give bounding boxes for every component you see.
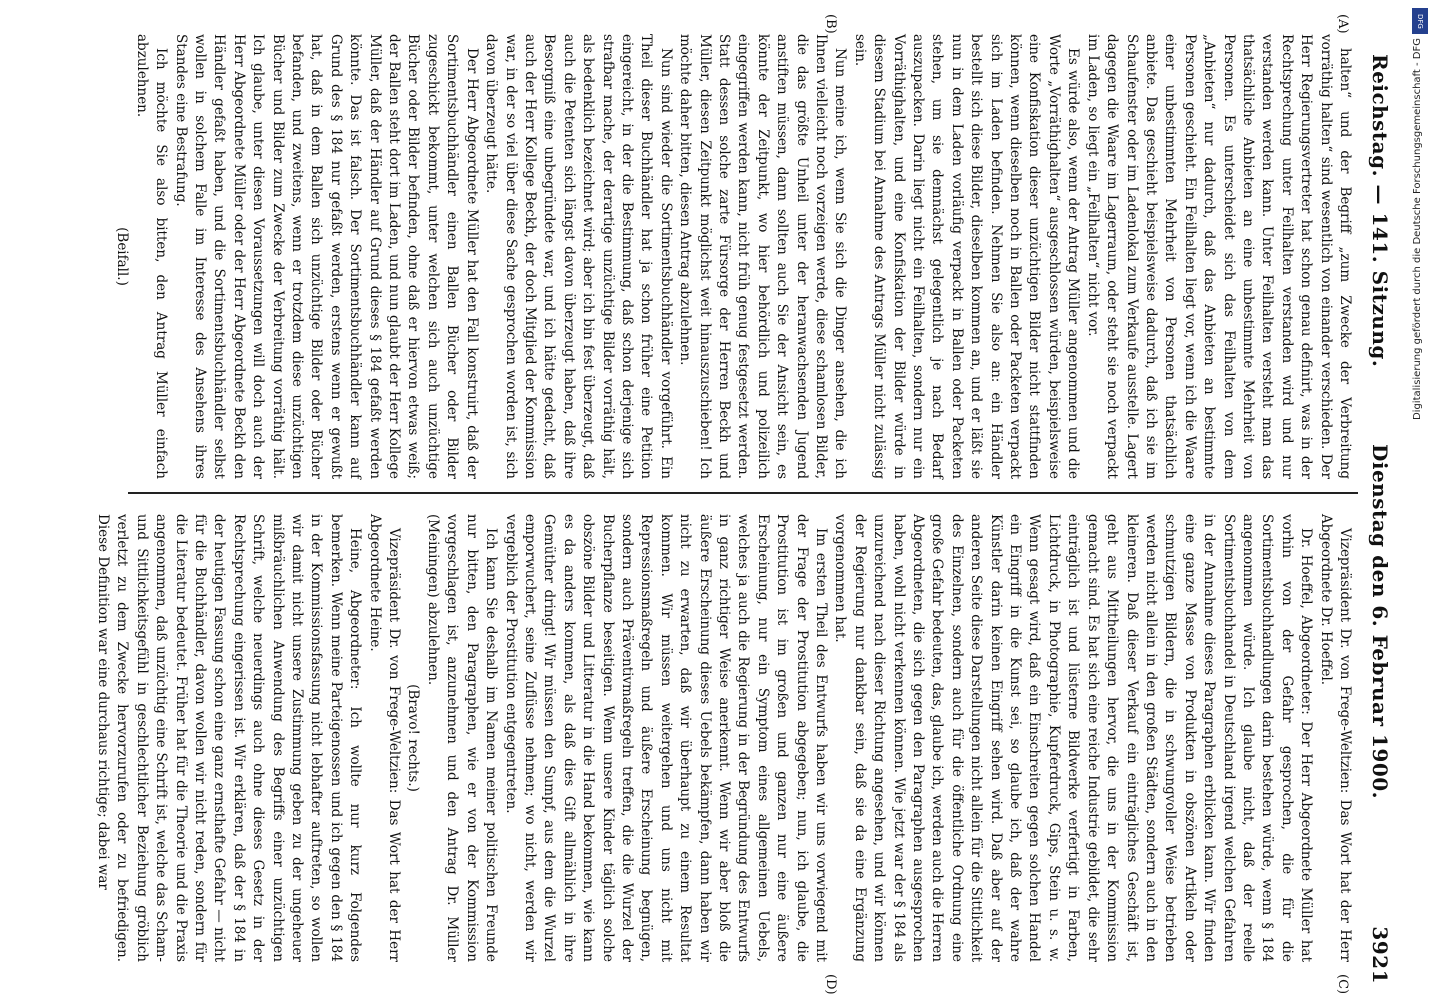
margin-marker-d: (D) <box>823 974 838 995</box>
margin-marker-a: (A) <box>1335 14 1350 34</box>
paragraph: Heine, Abgeordneter: Ich wollte nur kurz Folgendes bemerken. Wenn meine Parteigenossen und ich gegen den § 184 in der Kommissionsfassung nicht lebhafter auftreten, so wollen wir damit nicht unsere Zustimmung geben zu der ungeheuer mißbräuchlichen Anwendung des Begriffs einer unzüchtigen Schrift, welche neuerdings auch ohne dieses Gesetz in der Rechtsprechung eingerissen ist. Wir erklären, daß der § 184 in der heutigen Fassung schon eine ganz ernsthafte Gefahr — nicht für die Buchhändler, davon wollen wir nicht reden, sondern für die Literatur bedeutet. Früher hat für die Theorie und die Praxis angenommen, daß unzüchtig eine Schrift ist, welche das Scham- und Sittlichkeitsgefühl in geschlechtlicher Beziehung gröblich verletzt zu dem Zwecke hervorzurufen oder zu befriedigen. Diese Definition war eine durchaus richtige; dabei war <box>95 514 364 962</box>
applause-note: (Bravo! rechts.) <box>405 684 422 792</box>
digitization-sidebar <box>1412 8 1428 708</box>
page <box>95 14 1398 995</box>
paragraph: Vizepräsident Dr. von Frege-Weltzien: Das Wort hat der Herr Abgeordnete Dr. Hoeffel. <box>1317 514 1353 962</box>
dfg-logo: DFG <box>1412 8 1428 34</box>
date-running-head: Dienstag den 6. Februar 1900. <box>1368 444 1392 800</box>
applause-note: (Beifall.) <box>114 227 131 286</box>
paragraph: Es würde also, wenn der Antrag Müller angenommen und die Worte „Vorräthighalten“ ausgeschlossen würden, beispielsweise eine Konfiskation dieser unzüchtigen Bilder nicht stattfinden können, wenn dieselben noch in Ballen oder Packeten verpackt sich im Laden befinden. Nehmen Sie also an: ein Händler bestellt sich diese Bilder, dieselben kommen an, und er läßt sie nun in dem Laden vorläufig verpackt in Ballen oder Packeten stehen, um sie demnächst gelegentlich je nach Bedarf auszupacken. Darin liegt nicht ein Feilhalten, sondern nur ein Vorräthighalten, und eine Konfiskation der Bilder würde in diesem Stadium bei Annahme des Antrags Müller nicht zulässig sein. <box>851 34 1082 479</box>
paragraph: Dr. Hoeffel, Abgeordneter: Der Herr Abgeordnete Müller hat vorhin von der Gefahr gesprochen, die für die Sortimentsbuchhandlungen darin bestehen würde, wenn § 184 angenommen würde. Ich glaube nicht, daß der reelle Sortimentsbuchhandel in Deutschland irgend welchen Gefahren in der Annahme dieses Paragraphen erblicken kann. Wir finden eine ganze Masse von Produkten in obszönen Artikeln oder schmutzigen Bildern, die in schwungvoller Weise betrieben werden nicht allein in den großen Städten, sondern auch in den kleineren. Daß dieser Verkauf ein einträgliches Geschäft ist, geht aus Mittheilungen hervor, die uns in der Kommission gemacht sind. Es hat sich eine reiche Industrie gebildet, die sehr einträglich ist und lüsterne Bildwerke verfertigt in Farben, Lichtdruck, in Photographie, Kupferdruck, Gips, Stein u. s. w. Wenn gesagt wird, daß ein Einschreiten gegen solchen Handel ein Eingriff in die Kunst sei, so glaube ich, daß der wahre Künstler darin keinen Eingriff sehen wird. Daß aber auf der anderen Seite diese Darstellungen nicht allein für die Sittlichkeit des Einzelnen, sondern auch für die öffentliche Ordnung eine große Gefahr bedeuten, das, glaube ich, werden auch die Herren Abgeordneten, die sich gegen den Paragraphen ausgesprochen haben, wohl nicht verkennen können. Wie jetzt war der § 184 als unzureichend nach dieser Richtung angesehen, und wir können der Regierung nur dankbar sein, daß sie da eine Ergänzung vorgenommen hat. <box>832 514 1315 962</box>
paragraph: Der Herr Abgeordnete Müller hat den Fall konstruirt, daß der Sortimentsbuchhändler einen Ballen Bücher oder Bilder zugeschickt bekommt, unter welchen sich auch unzüchtige Bücher oder Bilder befinden, ohne daß er hiervon etwas weiß; der Ballen steht dort im Laden, und nun glaubt der Herr Kollege Müller, daß der Händler auf Grund dieses § 184 gefaßt werden könnte. Das ist falsch. Der Sortimentsbuchhändler kann auf Grund des § 184 nur gefaßt werden, erstens wenn er gewußt hat, daß in dem Ballen sich unzüchtige Bilder oder Bücher befanden, und zweitens, wenn er trotzdem diese unzüchtigen Bücher und Bilder zum Zwecke der Verbreitung vorräthig hält. Ich glaube, unter diesen Voraussetzungen will doch auch der Herr Abgeordnete Müller oder der Herr Abgeordnete Beckh den Händler gefaßt haben, und die Sortimentsbuchhändler selbst wollen in solchem Falle im Interesse des Ansehens ihres Standes eine Bestrafung. <box>172 34 480 479</box>
margin-marker-b: (B) <box>823 14 838 34</box>
paragraph: Vizepräsident Dr. von Frege-Weltzien: Das Wort hat der Herr Abgeordnete Heine. <box>366 514 403 962</box>
margin-marker-c: (C) <box>1335 974 1350 995</box>
page-header <box>1364 14 1398 994</box>
paragraph: Nun meine ich, wenn Sie sich die Dinger ansehen, die ich Ihnen vielleicht noch vorzeigen werde, diese schamlosen Bilder, die das größte Unheil unter der heranwachsenden Jugend anstiften müssen, dann sollten auch Sie der Ansicht sein, es könnte der Zeitpunkt, wo hier behördlich und polizeilich eingegriffen werden kann, nicht früh genug festgesetzt werden. Statt dessen solche zarte Fürsorge der Herren Beckh und Müller, diesen Zeitpunkt möglichst weit hinauszuschieben! Ich möchte daher bitten, diesen Antrag abzulehnen. <box>677 34 849 479</box>
page-number: 3921 <box>1368 926 1392 984</box>
paragraph: Im ersten Theil des Entwurfs haben wir uns vorwiegend mit der Frage der Prostitution abgegeben; nun, ich glaube, die Prostitution ist im großen und ganzen nur eine äußere Erscheinung, nur ein Symptom eines allgemeinen Uebels, welches ja auch die Regierung in der Begründung des Entwurfs in ganz richtiger Weise anerkennt. Wenn wir aber bloß die äußere Erscheinung dieses Uebels bekämpfen, dann haben wir nicht zu erwarten, daß wir überhaupt zu einem Resultat kommen. Wir müssen weitergehen und uns nicht mit Repressionsmaßregeln und äußere Erscheinung begnügen, sondern auch Präventivmaßregeln treffen, die die Wurzel der Bucherpflanze beseitigen. Wenn unsere Kinder täglich solche obszöne Bilder und Litteratur in die Hand bekommen, wie kann es da anders kommen, als daß dies Gift allmählich in ihre Gemüther dringt! Wir müssen den Sumpf, aus dem die Wurzel emporwuchert, seine Zuflüsse nehmen; wo nicht, werden wir vergeblich der Prostitution entgegentreten. <box>502 514 830 962</box>
left-running-head: Reichstag. — 141. Sitzung. <box>1368 54 1392 368</box>
digitization-notice: Digitalisierung gefördert durch die Deutsche Forschungsgemeinschaft - DFG <box>1412 38 1423 421</box>
column-divider <box>128 492 1358 494</box>
left-column <box>112 34 1354 479</box>
right-column <box>93 514 1354 962</box>
rotated-page-scan <box>95 14 1398 995</box>
paragraph: Nun sind wieder die Sortimentsbuchhändler vorgeführt. Ein Theil dieser Buchhändler hat ja schon früher eine Petition eingereicht, in der die Bestimmung, daß schon derjenige sich strafbar mache, der derartige unzüchtige Bilder vorräthig hält, als bedenklich bezeichnet wird; aber ich bin fest überzeugt, daß auch die Petenten sich längst davon überzeugt haben, daß ihre Besorgniß eine unbegründete war, und ich hätte gedacht, daß auch der Herr Kollege Beckh, der doch Mitglied der Kommission war, in der so viel über diese Sache gesprochen worden ist, sich davon überzeugt hätte. <box>483 34 674 479</box>
paragraph: Ich kann Sie deshalb im Namen meiner politischen Freunde nur bitten, den Paragraphen, wie er von der Kommission vorgeschlagen ist, anzunehmen und den Antrag Dr. Müller (Meiningen) abzulehnen. <box>424 514 500 962</box>
paragraph: Ich möchte Sie also bitten, den Antrag Müller einfach abzulehnen. <box>133 34 170 479</box>
paragraph: halten“ und der Begriff „zum Zwecke der Verbreitung vorräthig halten“ sind wesentlich von einander verschieden. Der Herr Regierungsvertreter hat schon genau definirt, was in der Rechtsprechung unter Feilhalten verstanden wird und nur verstanden werden kann. Unter Feilhalten versteht man das thatsächliche Anbieten an eine unbestimmte Mehrheit von Personen. Es unterscheidet sich das Feilhalten von dem „Anbieten“ nur dadurch, daß das Anbieten an bestimmte Personen geschieht. Ein Feilhalten liegt vor, wenn ich die Waare einer unbestimmten Mehrheit von Personen thatsächlich anbiete. Das geschieht beispielsweise dadurch, daß ich sie im Schaufenster oder im Ladenlokal zum Verkaufe ausstelle. Lagert dagegen die Waare im Lagerraum, oder steht sie noch verpackt im Laden, so liegt ein „Feilhalten“ nicht vor. <box>1084 34 1353 479</box>
